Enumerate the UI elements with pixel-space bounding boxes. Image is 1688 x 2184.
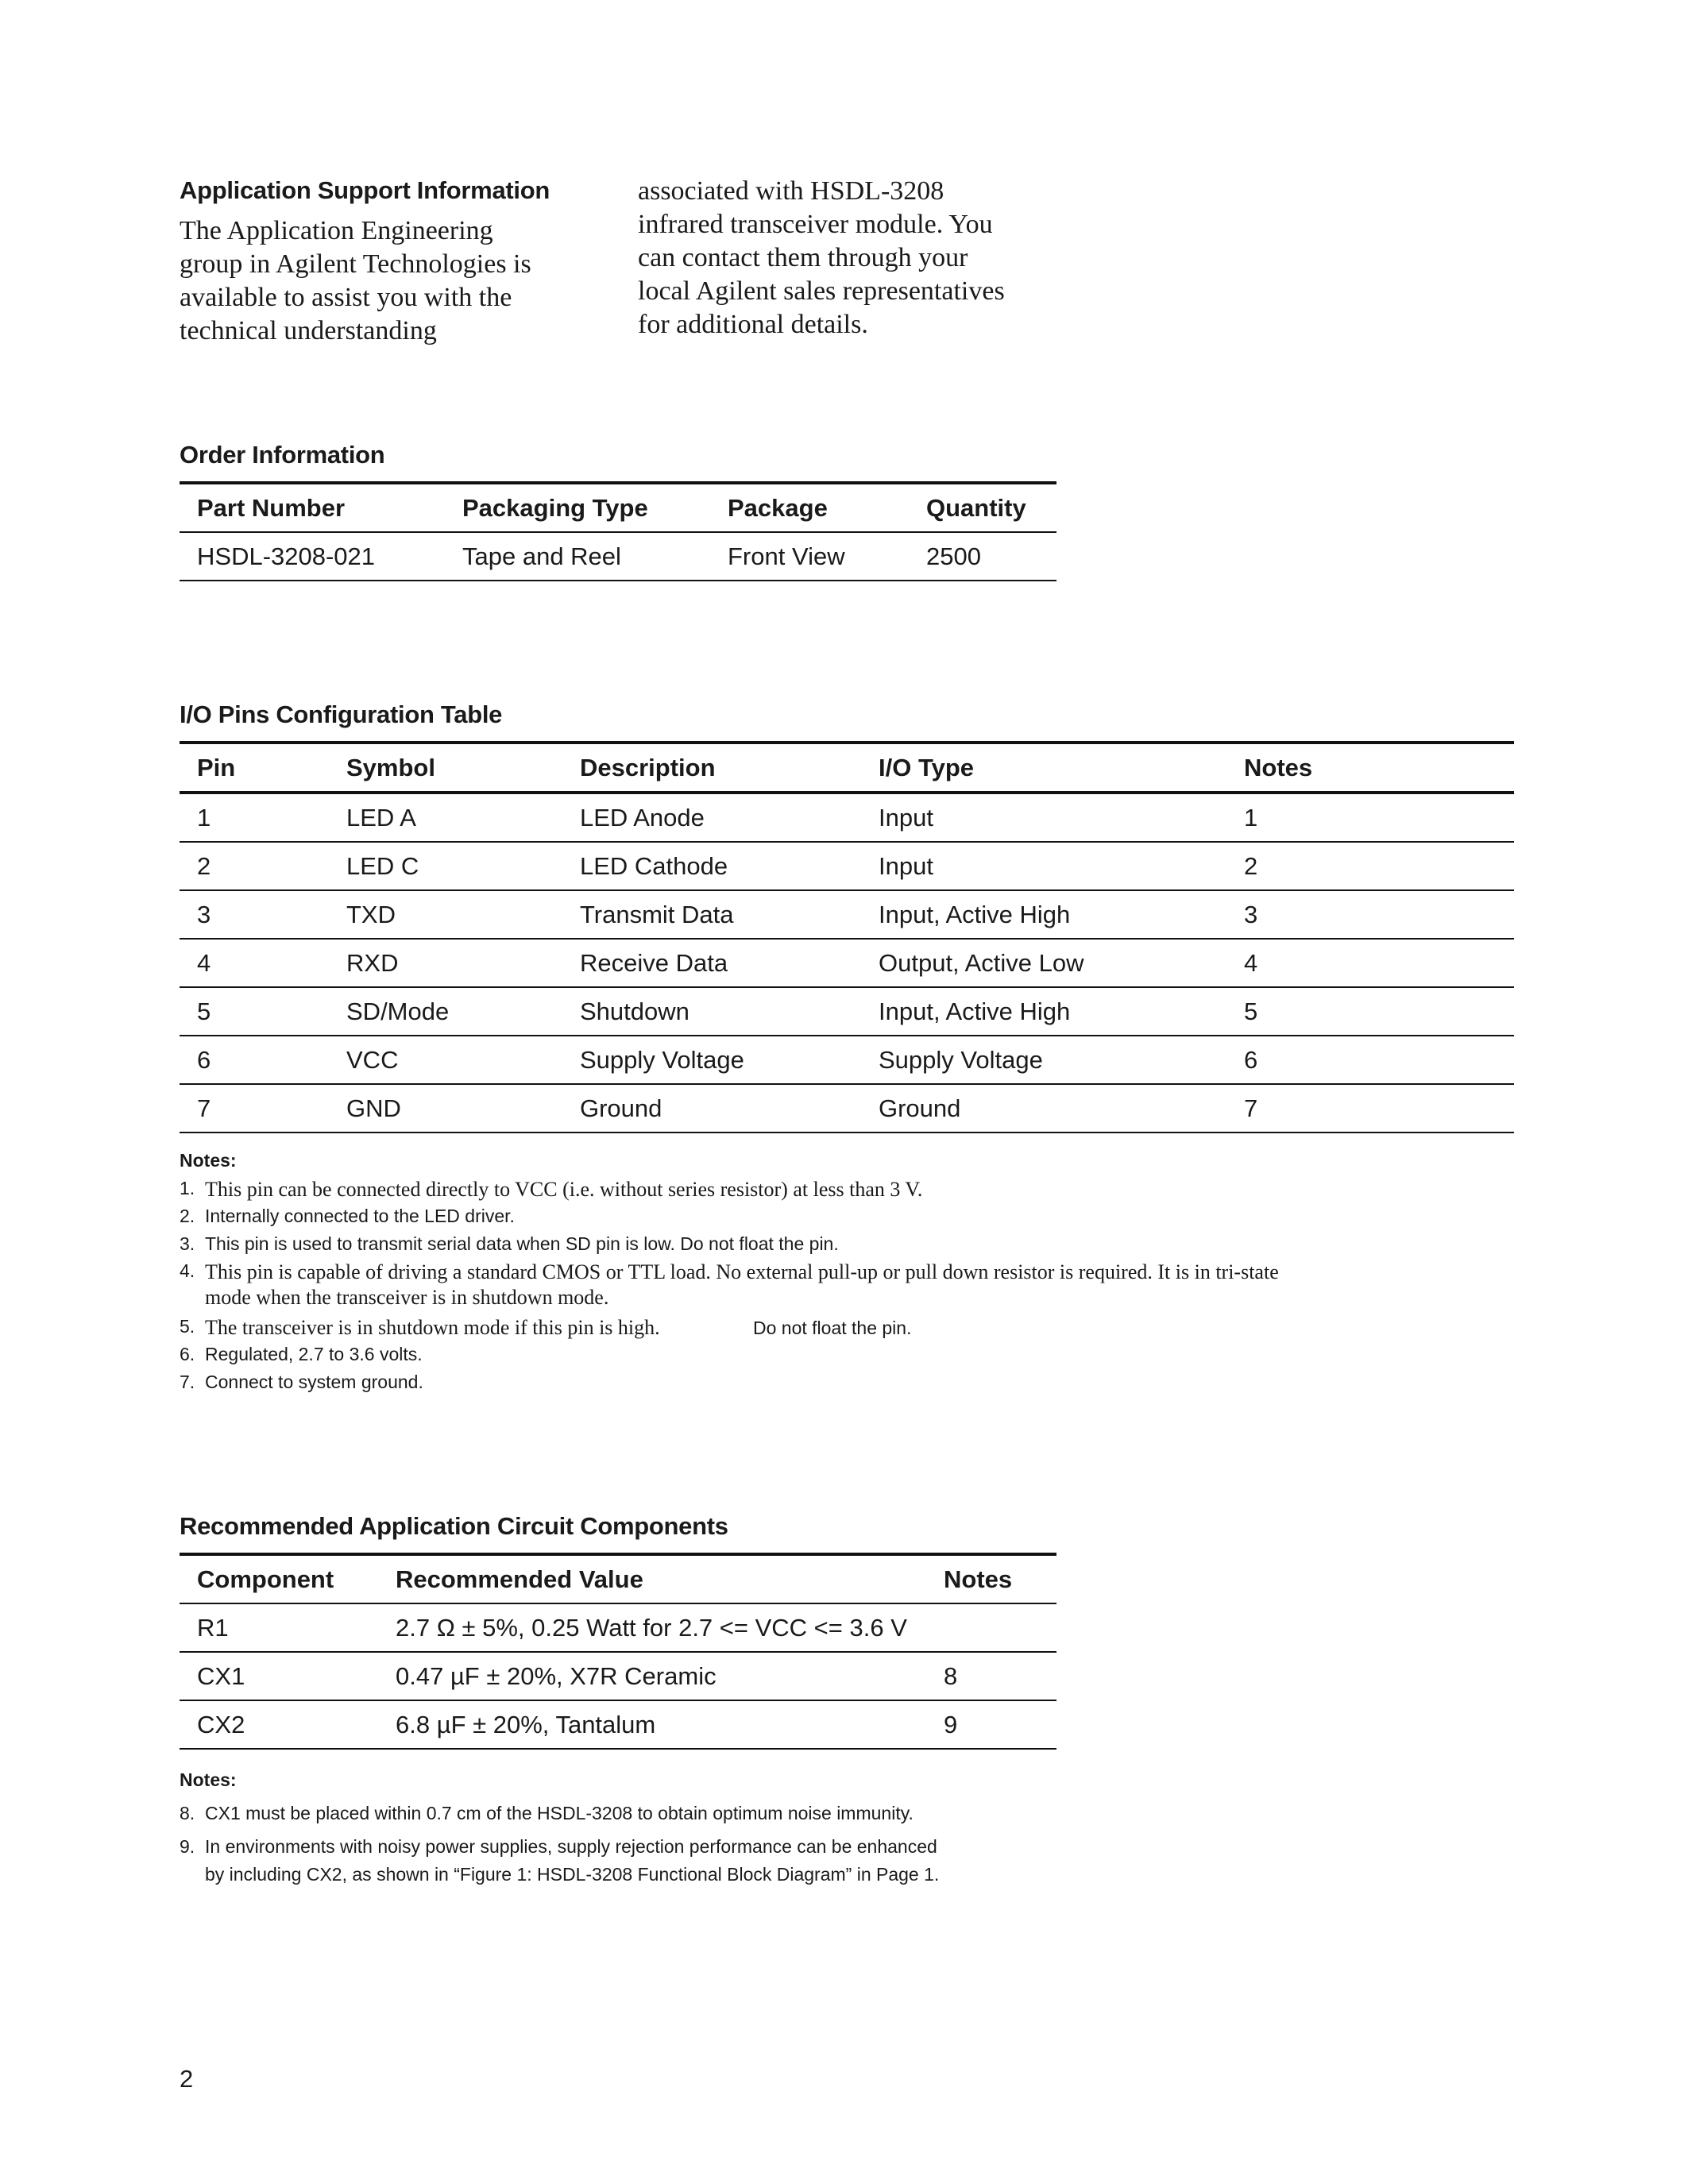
table-cell: Output, Active Low xyxy=(861,939,1226,987)
table-row xyxy=(180,890,1514,939)
table-cell: 0.47 µF ± 20%, X7R Ceramic xyxy=(378,1652,926,1700)
table-row xyxy=(180,987,1514,1036)
table-cell xyxy=(926,1603,1056,1652)
col-header: Symbol xyxy=(329,743,562,793)
page-number: 2 xyxy=(180,2065,194,2093)
col-header: Package xyxy=(710,483,909,532)
table-cell: 1 xyxy=(1226,793,1514,842)
table-cell: 3 xyxy=(1226,890,1514,939)
order-info-table xyxy=(180,481,1056,581)
table-cell: 6 xyxy=(180,1036,329,1084)
table-cell: 6 xyxy=(1226,1036,1514,1084)
table-cell: R1 xyxy=(180,1603,378,1652)
table-cell: 2 xyxy=(1226,842,1514,890)
table-cell: GND xyxy=(329,1084,562,1133)
table-cell: 5 xyxy=(180,987,329,1036)
app-support-text-col2: associated with HSDL-3208 infrared transceiver module. You can contact them through your local Agilent sales representatives for additional details. xyxy=(638,176,1005,339)
table-row xyxy=(180,1700,1056,1749)
io-pins-title: I/O Pins Configuration Table xyxy=(180,700,503,728)
col-header: Recommended Value xyxy=(378,1554,926,1603)
table-cell: 6.8 µF ± 20%, Tantalum xyxy=(378,1700,926,1749)
table-cell: Transmit Data xyxy=(562,890,861,939)
table-header-row xyxy=(180,483,1056,532)
io-notes-label: Notes: xyxy=(180,1150,237,1171)
table-cell: LED C xyxy=(329,842,562,890)
col-header: Component xyxy=(180,1554,378,1603)
table-cell: Input, Active High xyxy=(861,987,1226,1036)
col-header: Quantity xyxy=(909,483,1056,532)
table-cell: Input, Active High xyxy=(861,890,1226,939)
table-cell: LED Cathode xyxy=(562,842,861,890)
app-support-text-col1: The Application Engineering group in Agilent Technologies is available to assist you with the technical understanding xyxy=(180,216,531,345)
order-info-title: Order Information xyxy=(180,441,385,469)
components-title: Recommended Application Circuit Components xyxy=(180,1512,728,1540)
table-cell: Input xyxy=(861,793,1226,842)
col-header: Packaging Type xyxy=(445,483,710,532)
col-header: Notes xyxy=(926,1554,1056,1603)
table-cell: 7 xyxy=(1226,1084,1514,1133)
table-cell: 3 xyxy=(180,890,329,939)
col-header: Pin xyxy=(180,743,329,793)
table-header-row xyxy=(180,1554,1056,1603)
table-cell: VCC xyxy=(329,1036,562,1084)
components-table xyxy=(180,1553,1056,1750)
table-row xyxy=(180,1603,1056,1652)
table-row xyxy=(180,1652,1056,1700)
table-cell: CX2 xyxy=(180,1700,378,1749)
table-cell: CX1 xyxy=(180,1652,378,1700)
io-pins-table xyxy=(180,741,1514,1133)
table-cell: SD/Mode xyxy=(329,987,562,1036)
table-row xyxy=(180,793,1514,842)
table-cell: Tape and Reel xyxy=(445,532,710,581)
table-row xyxy=(180,842,1514,890)
app-support-title: Application Support Information xyxy=(180,176,550,204)
components-notes-label: Notes: xyxy=(180,1769,237,1790)
table-cell: LED A xyxy=(329,793,562,842)
table-cell: 2.7 Ω ± 5%, 0.25 Watt for 2.7 <= VCC <= 3.6 V xyxy=(378,1603,926,1652)
col-header: Description xyxy=(562,743,861,793)
table-cell: 9 xyxy=(926,1700,1056,1749)
table-cell: 7 xyxy=(180,1084,329,1133)
table-row xyxy=(180,1084,1514,1133)
col-header: I/O Type xyxy=(861,743,1226,793)
table-cell: Receive Data xyxy=(562,939,861,987)
table-cell: 2500 xyxy=(909,532,1056,581)
table-cell: Supply Voltage xyxy=(861,1036,1226,1084)
table-cell: 1 xyxy=(180,793,329,842)
col-header: Notes xyxy=(1226,743,1514,793)
col-header: Part Number xyxy=(180,483,445,532)
table-row xyxy=(180,532,1056,581)
table-cell: 4 xyxy=(1226,939,1514,987)
table-cell: Front View xyxy=(710,532,909,581)
table-cell: HSDL-3208-021 xyxy=(180,532,445,581)
table-header-row xyxy=(180,743,1514,793)
table-cell: Supply Voltage xyxy=(562,1036,861,1084)
table-cell: Shutdown xyxy=(562,987,861,1036)
table-cell: 2 xyxy=(180,842,329,890)
table-row xyxy=(180,939,1514,987)
table-cell: TXD xyxy=(329,890,562,939)
table-cell: RXD xyxy=(329,939,562,987)
table-cell: Ground xyxy=(861,1084,1226,1133)
table-cell: Input xyxy=(861,842,1226,890)
table-cell: 5 xyxy=(1226,987,1514,1036)
table-row xyxy=(180,1036,1514,1084)
table-cell: 4 xyxy=(180,939,329,987)
table-cell: LED Anode xyxy=(562,793,861,842)
table-cell: Ground xyxy=(562,1084,861,1133)
table-cell: 8 xyxy=(926,1652,1056,1700)
